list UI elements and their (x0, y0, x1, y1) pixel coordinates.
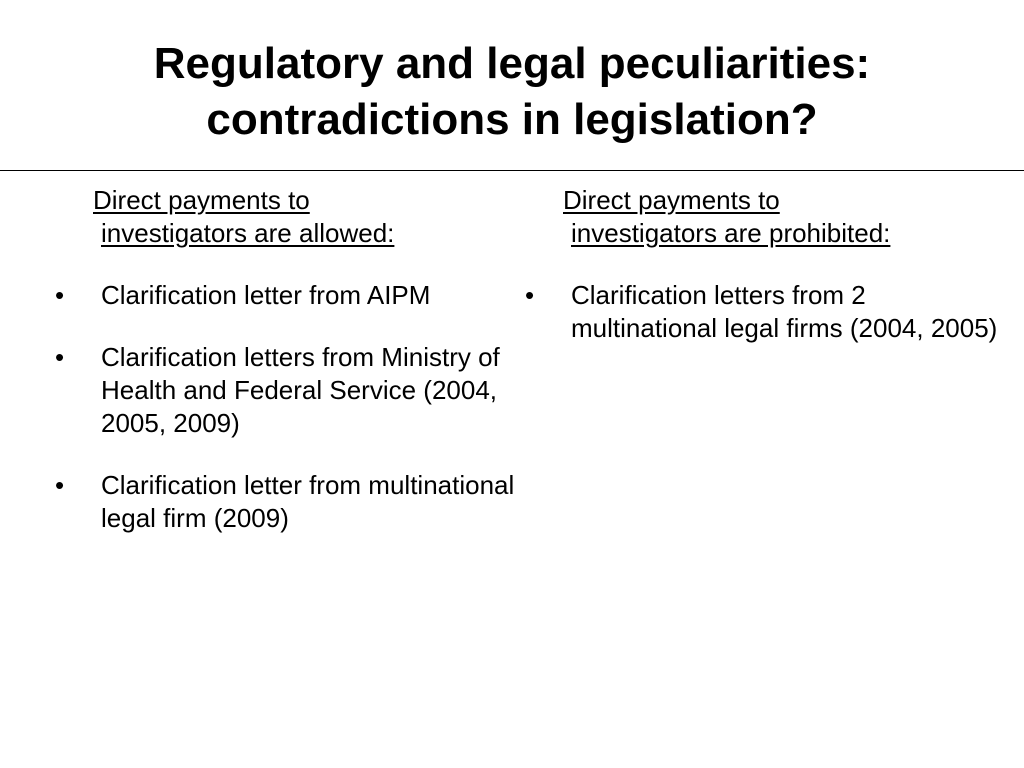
bullet-marker: • (525, 280, 535, 310)
bullet-marker: • (55, 342, 65, 372)
bullet-text: Clarification letter from multinational legal firm (2009) (101, 470, 515, 533)
bullet-marker: • (55, 470, 65, 500)
list-item (55, 469, 525, 535)
left-bullet-list (55, 279, 525, 535)
list-item (55, 341, 525, 440)
list-item (55, 279, 525, 312)
left-column (55, 184, 525, 564)
slide-title-line-1: Regulatory and legal peculiarities: (153, 39, 871, 88)
left-heading-line-2: investigators are allowed: (101, 218, 395, 248)
right-column (525, 184, 1005, 374)
list-item (525, 279, 1005, 345)
slide-title (0, 36, 1024, 148)
slide-title-line-2: contradictions in legislation? (206, 95, 818, 144)
bullet-text: Clarification letters from Ministry of Health and Federal Service (2004, 2005, 2009) (101, 342, 500, 438)
left-heading-line-1: Direct payments to (93, 185, 310, 215)
bullet-text: Clarification letters from 2 multinational legal firms (2004, 2005) (571, 280, 998, 343)
right-bullet-list (525, 279, 1005, 345)
right-heading-line-2: investigators are prohibited: (571, 218, 891, 248)
title-divider (0, 170, 1024, 171)
right-heading-line-1: Direct payments to (563, 185, 780, 215)
left-column-heading (93, 184, 525, 250)
bullet-text: Clarification letter from AIPM (101, 280, 431, 310)
right-column-heading (563, 184, 1005, 250)
bullet-marker: • (55, 280, 65, 310)
